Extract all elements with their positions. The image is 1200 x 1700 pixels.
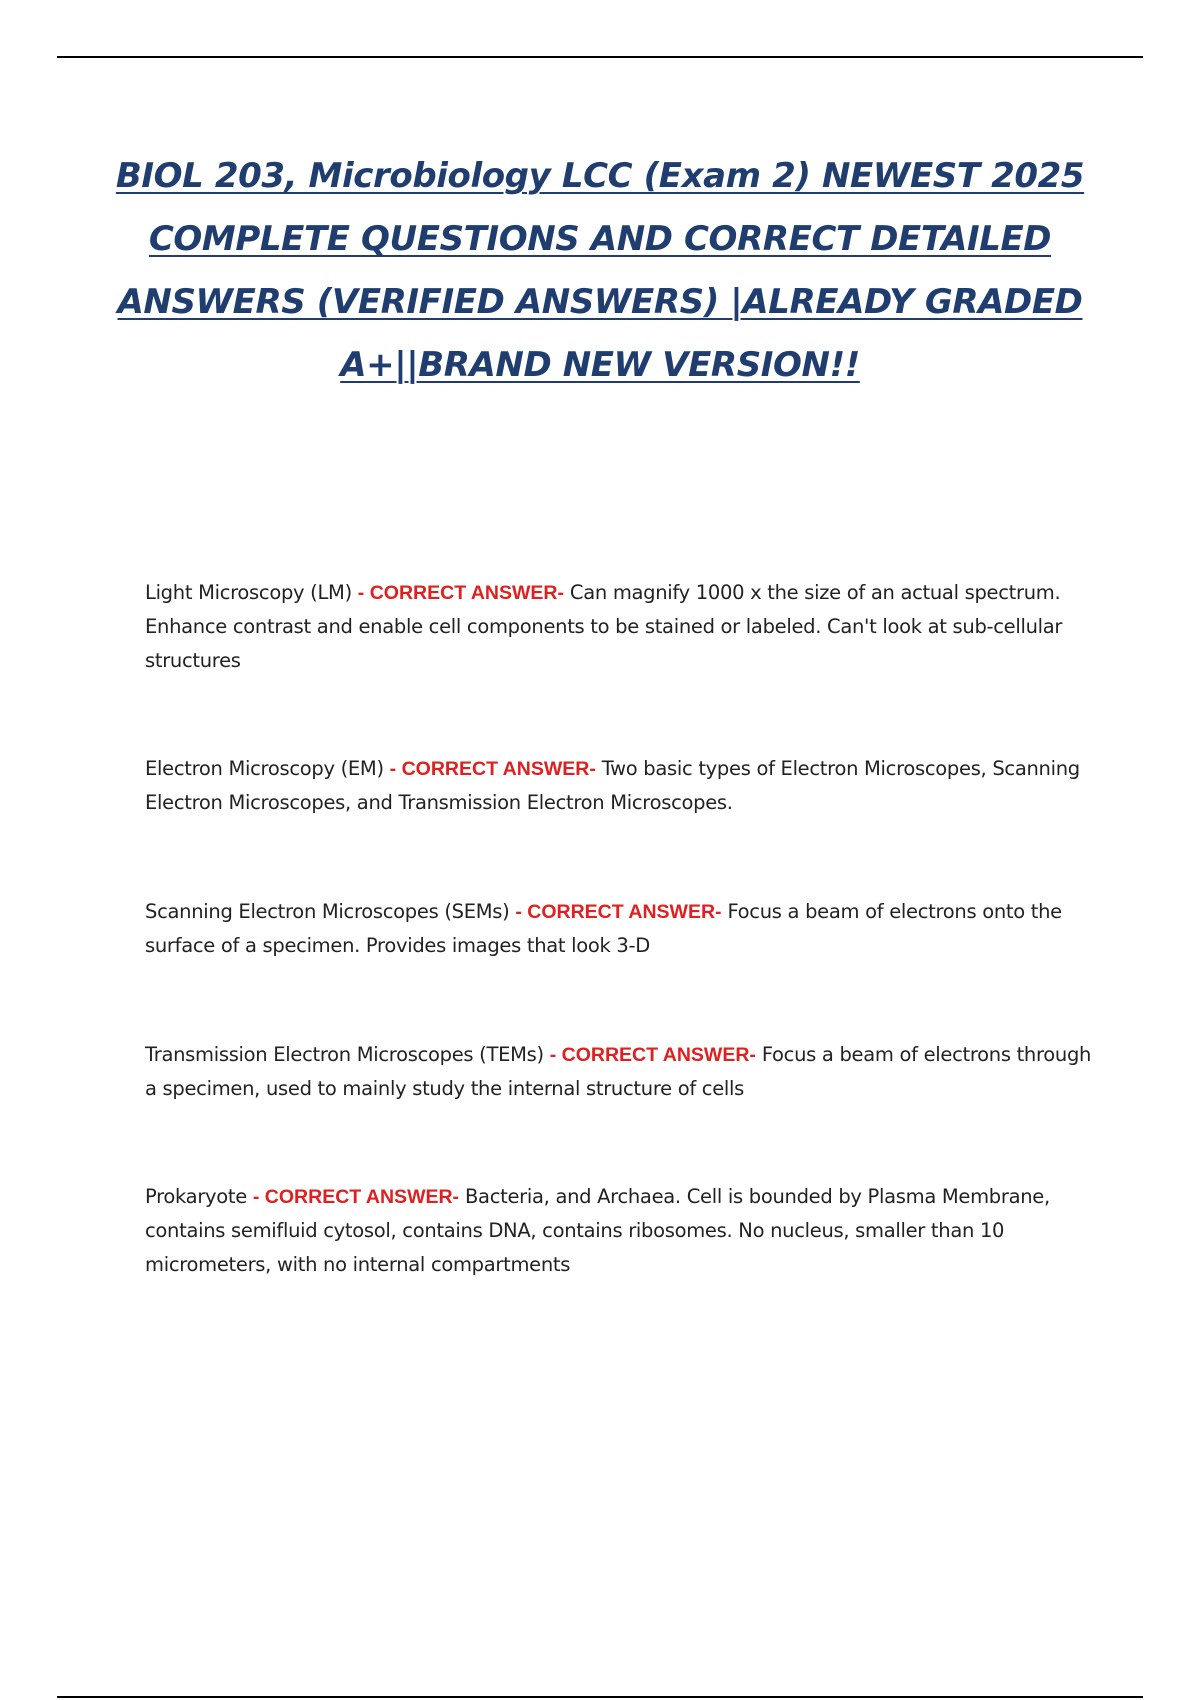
qa-term: Scanning Electron Microscopes (SEMs) xyxy=(145,900,510,923)
qa-entry xyxy=(145,576,1095,678)
correct-answer-label: - CORRECT ANSWER- xyxy=(389,758,596,780)
correct-answer-label: - CORRECT ANSWER- xyxy=(515,901,722,923)
header-rule xyxy=(57,56,1143,58)
qa-answer: Focus a beam of electrons through a specimen, used to mainly study the internal structure of cells xyxy=(145,1043,1092,1100)
correct-answer-label: - CORRECT ANSWER- xyxy=(549,1044,756,1066)
qa-term: Transmission Electron Microscopes (TEMs) xyxy=(145,1043,544,1066)
document-title: BIOL 203, Microbiology LCC (Exam 2) NEWEST 2025 COMPLETE QUESTIONS AND CORRECT DETAILED ANSWERS (VERIFIED ANSWERS) |ALREADY GRADED A+||BRAND NEW VERSION!! xyxy=(115,156,1085,385)
correct-answer-label: - CORRECT ANSWER- xyxy=(252,1186,460,1208)
qa-term: Light Microscopy (LM) xyxy=(145,581,352,604)
qa-entry xyxy=(145,1038,1095,1106)
qa-term: Prokaryote xyxy=(145,1185,247,1208)
qa-entry xyxy=(145,895,1095,963)
qa-entry xyxy=(145,752,1095,820)
correct-answer-label: - CORRECT ANSWER- xyxy=(357,582,564,604)
qa-entry xyxy=(145,1180,1095,1282)
qa-answer: Bacteria, and Archaea. Cell is bounded by Plasma Membrane, contains semifluid cytosol, contains DNA, contains ribosomes. No nucleus, smaller than 10 micrometers, with no internal compartments xyxy=(145,1185,1050,1276)
qa-answer: Focus a beam of electrons onto the surface of a specimen. Provides images that look 3-D xyxy=(145,900,1062,957)
qa-answer: Two basic types of Electron Microscopes, Scanning Electron Microscopes, and Transmission Electron Microscopes. xyxy=(145,757,1080,814)
qa-answer: Can magnify 1000 x the size of an actual spectrum. Enhance contrast and enable cell components to be stained or labeled. Can't look at sub-cellular structures xyxy=(145,581,1063,672)
footer-rule xyxy=(57,1696,1143,1698)
qa-term: Electron Microscopy (EM) xyxy=(145,757,384,780)
